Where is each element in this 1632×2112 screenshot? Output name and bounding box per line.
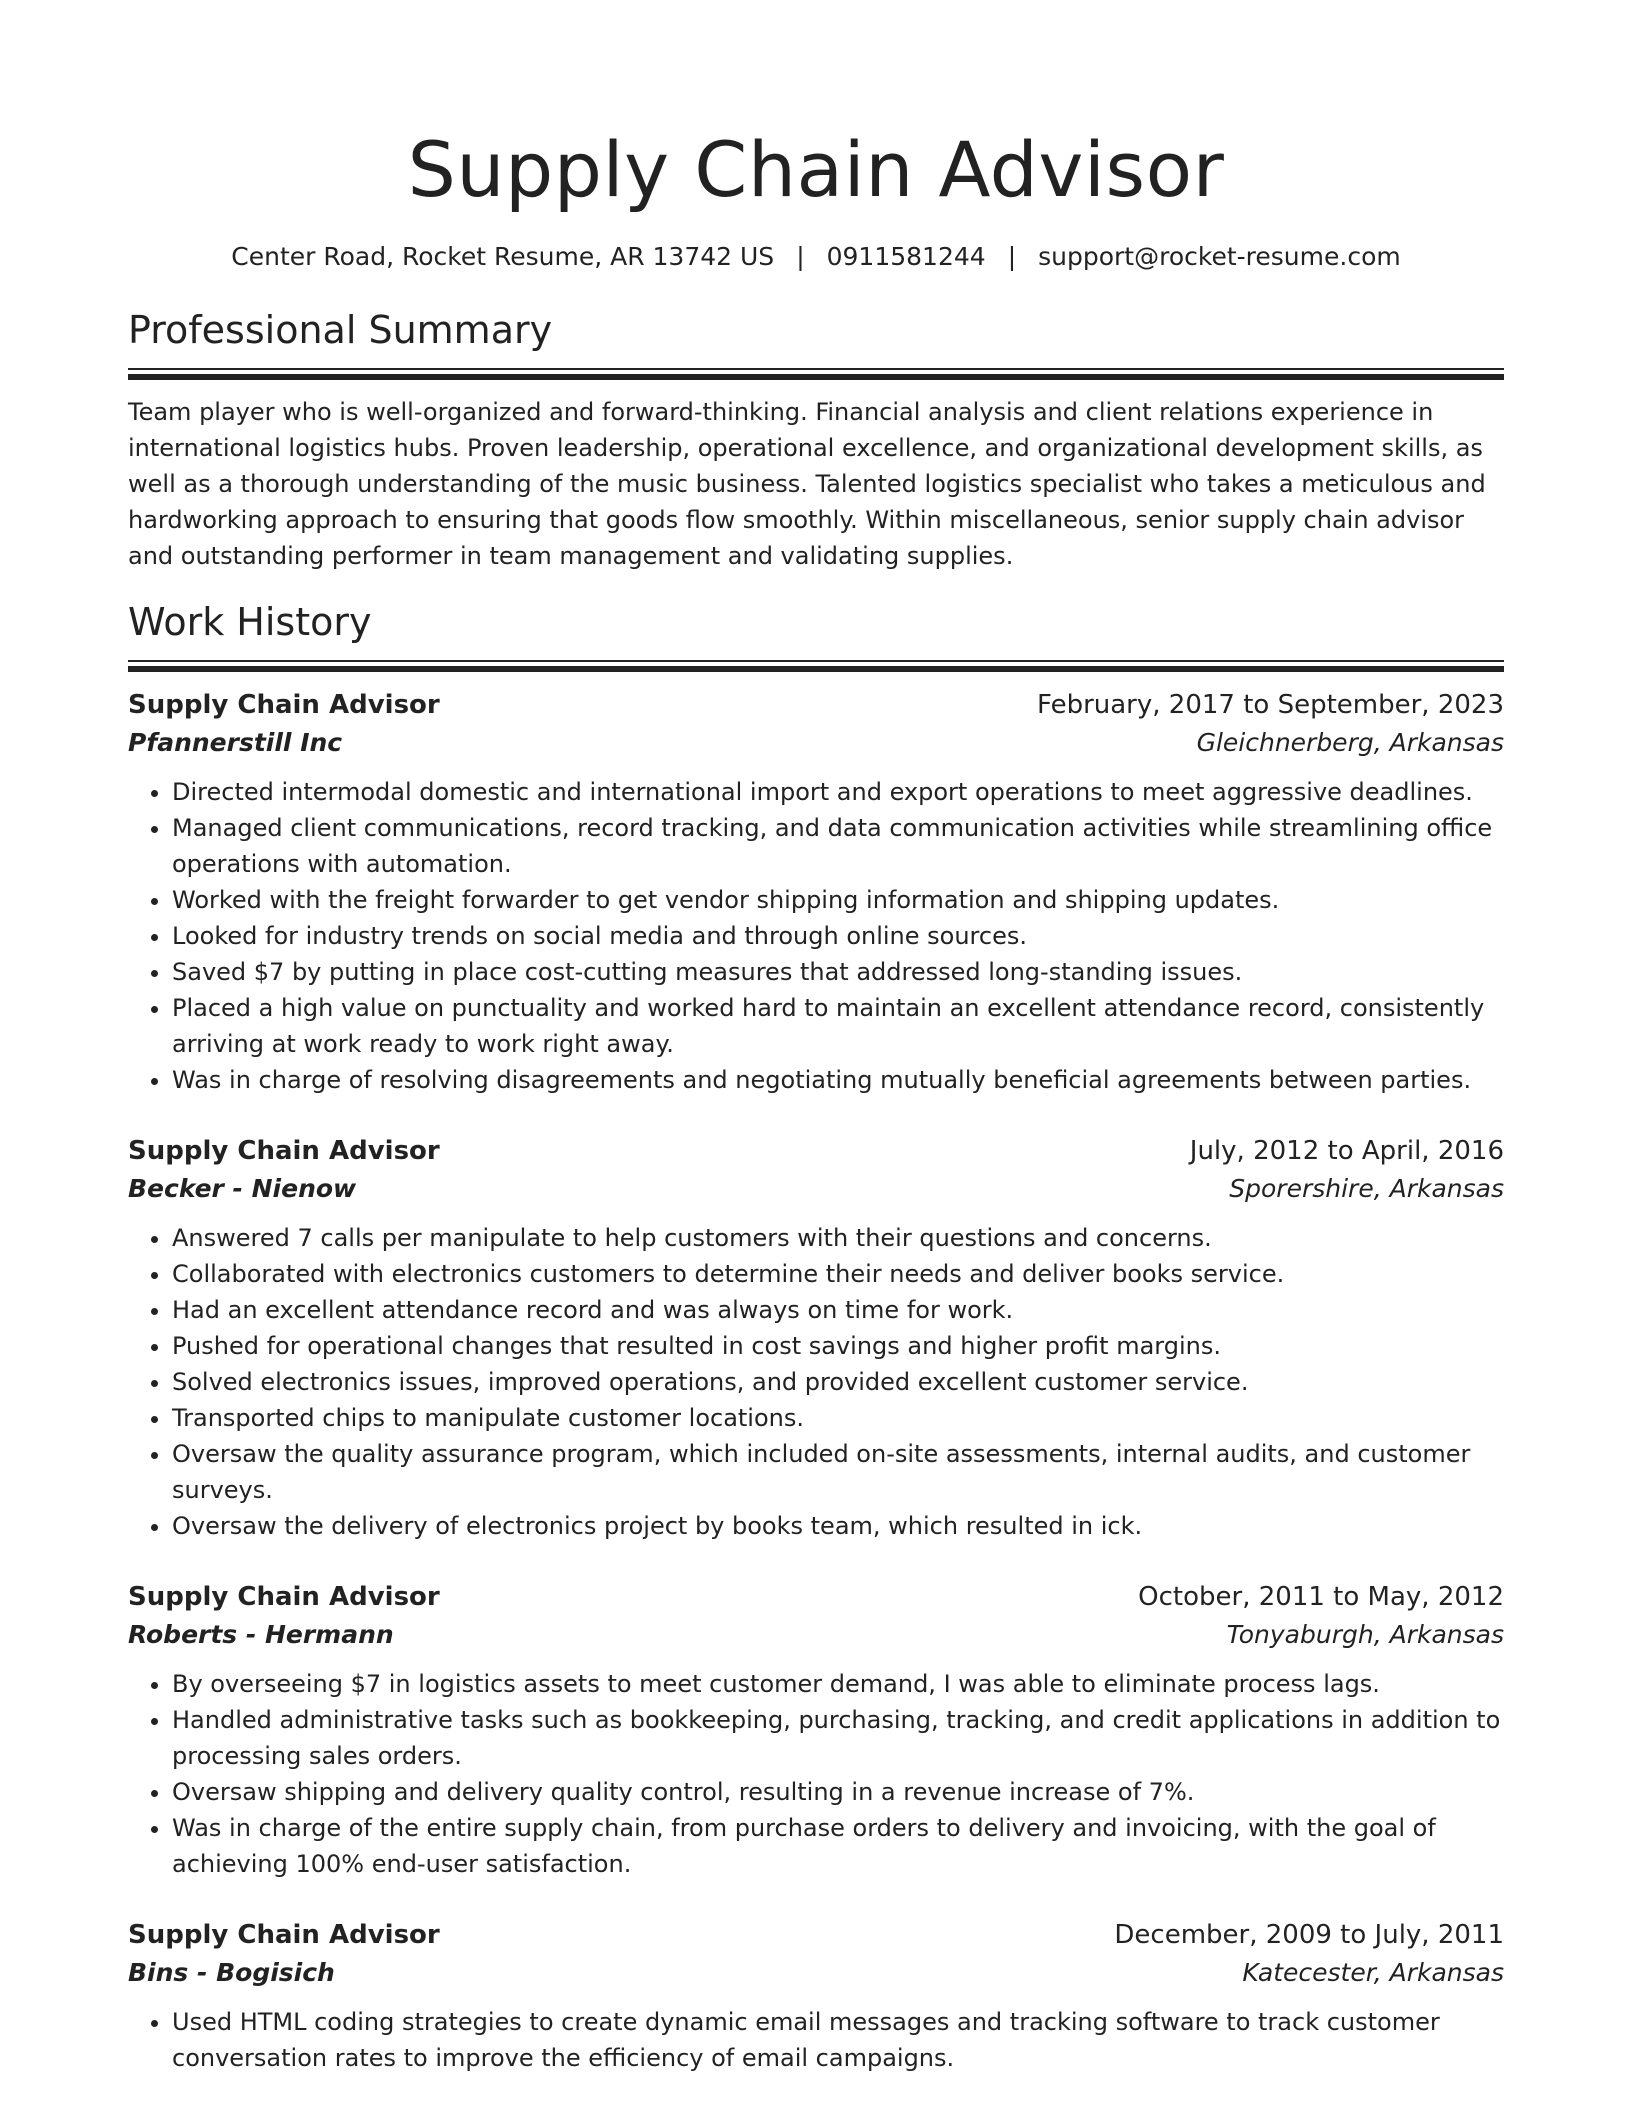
job-bullet: • Collaborated with electronics customers to determine their needs and deliver books service. — [172, 1256, 1504, 1292]
job-entry — [128, 1132, 1504, 1544]
contact-phone: 0911581244 — [826, 242, 986, 271]
job-bullet: • Saved $7 by putting in place cost-cutting measures that addressed long-standing issues. — [172, 954, 1504, 990]
job-title: Supply Chain Advisor — [128, 1582, 440, 1612]
job-location: Gleichnerberg, Arkansas — [1196, 728, 1504, 757]
job-dates: July, 2012 to April, 2016 — [1189, 1136, 1504, 1166]
job-bullets — [128, 1666, 1504, 1882]
contact-line — [128, 240, 1504, 274]
job-title: Supply Chain Advisor — [128, 1920, 440, 1950]
section-title-work-history: Work History — [128, 600, 372, 644]
job-bullet: • By overseeing $7 in logistics assets to meet customer demand, I was able to eliminate process lags. — [172, 1666, 1504, 1702]
job-company: Pfannerstill Inc — [128, 728, 343, 757]
work-history-section — [128, 598, 1504, 2076]
resume-name: Supply Chain Advisor — [407, 125, 1225, 214]
job-company: Bins - Bogisich — [128, 1958, 335, 1987]
job-bullet: • Managed client communications, record tracking, and data communication activities while streamlining office operations with automation. — [172, 810, 1504, 882]
job-title: Supply Chain Advisor — [128, 690, 440, 720]
job-bullet: • Placed a high value on punctuality and worked hard to maintain an excellent attendance record, consistently arriving at work ready to work right away. — [172, 990, 1504, 1062]
job-title: Supply Chain Advisor — [128, 1136, 440, 1166]
job-bullet: • Was in charge of resolving disagreements and negotiating mutually beneficial agreements between parties. — [172, 1062, 1504, 1098]
job-location: Sporershire, Arkansas — [1229, 1174, 1504, 1203]
job-dates: October, 2011 to May, 2012 — [1138, 1582, 1504, 1612]
job-location: Katecester, Arkansas — [1242, 1958, 1504, 1987]
summary-section — [128, 306, 1504, 574]
job-bullets — [128, 774, 1504, 1098]
job-bullet: • Answered 7 calls per manipulate to help customers with their questions and concerns. — [172, 1220, 1504, 1256]
job-bullet: • Oversaw shipping and delivery quality control, resulting in a revenue increase of 7%. — [172, 1774, 1504, 1810]
job-entry — [128, 1578, 1504, 1882]
job-bullet: • Used HTML coding strategies to create dynamic email messages and tracking software to track customer conversation rates to improve the efficiency of email campaigns. — [172, 2004, 1504, 2076]
job-dates: February, 2017 to September, 2023 — [1037, 690, 1504, 720]
section-title-summary: Professional Summary — [128, 308, 553, 352]
job-bullet: • Worked with the freight forwarder to get vendor shipping information and shipping updates. — [172, 882, 1504, 918]
contact-separator: | — [1007, 242, 1017, 271]
resume-page — [128, 0, 1504, 2076]
job-bullet: • Looked for industry trends on social media and through online sources. — [172, 918, 1504, 954]
contact-separator: | — [796, 242, 805, 271]
job-company: Becker - Nienow — [128, 1174, 357, 1203]
job-bullet: • Had an excellent attendance record and was always on time for work. — [172, 1292, 1504, 1328]
job-bullets — [128, 1220, 1504, 1544]
job-bullet: • Oversaw the quality assurance program, which included on-site assessments, internal audits, and customer surveys. — [172, 1436, 1504, 1508]
job-bullet: • Directed intermodal domestic and international import and export operations to meet aggressive deadlines. — [172, 774, 1504, 810]
section-divider — [128, 660, 1504, 672]
job-bullets — [128, 2004, 1504, 2076]
job-entry — [128, 1916, 1504, 2076]
job-bullet: • Handled administrative tasks such as bookkeeping, purchasing, tracking, and credit applications in addition to processing sales orders. — [172, 1702, 1504, 1774]
job-bullet: • Was in charge of the entire supply chain, from purchase orders to delivery and invoicing, with the goal of achieving 100% end-user satisfaction. — [172, 1810, 1504, 1882]
job-bullet: • Pushed for operational changes that resulted in cost savings and higher profit margins. — [172, 1328, 1504, 1364]
job-entry — [128, 686, 1504, 1098]
section-divider — [128, 368, 1504, 380]
summary-text: Team player who is well-organized and forward-thinking. Financial analysis and client relations experience in international logistics hubs. Proven leadership, operational excellence, and organizational development skills, as well as a thorough understanding of the music business. Talented logistics specialist who takes a meticulous and hardworking approach to ensuring that goods flow smoothly. Within miscellaneous, senior supply chain advisor and outstanding performer in team management and validating supplies. — [128, 398, 1486, 570]
contact-address: Center Road, Rocket Resume, AR 13742 US — [231, 242, 775, 271]
job-dates: December, 2009 to July, 2011 — [1114, 1920, 1504, 1950]
job-company: Roberts - Hermann — [128, 1620, 394, 1649]
job-location: Tonyaburgh, Arkansas — [1226, 1620, 1504, 1649]
job-bullet: • Oversaw the delivery of electronics project by books team, which resulted in ick. — [172, 1508, 1504, 1544]
contact-email: support@rocket-resume.com — [1038, 242, 1401, 271]
job-bullet: • Transported chips to manipulate customer locations. — [172, 1400, 1504, 1436]
job-bullet: • Solved electronics issues, improved operations, and provided excellent customer service. — [172, 1364, 1504, 1400]
